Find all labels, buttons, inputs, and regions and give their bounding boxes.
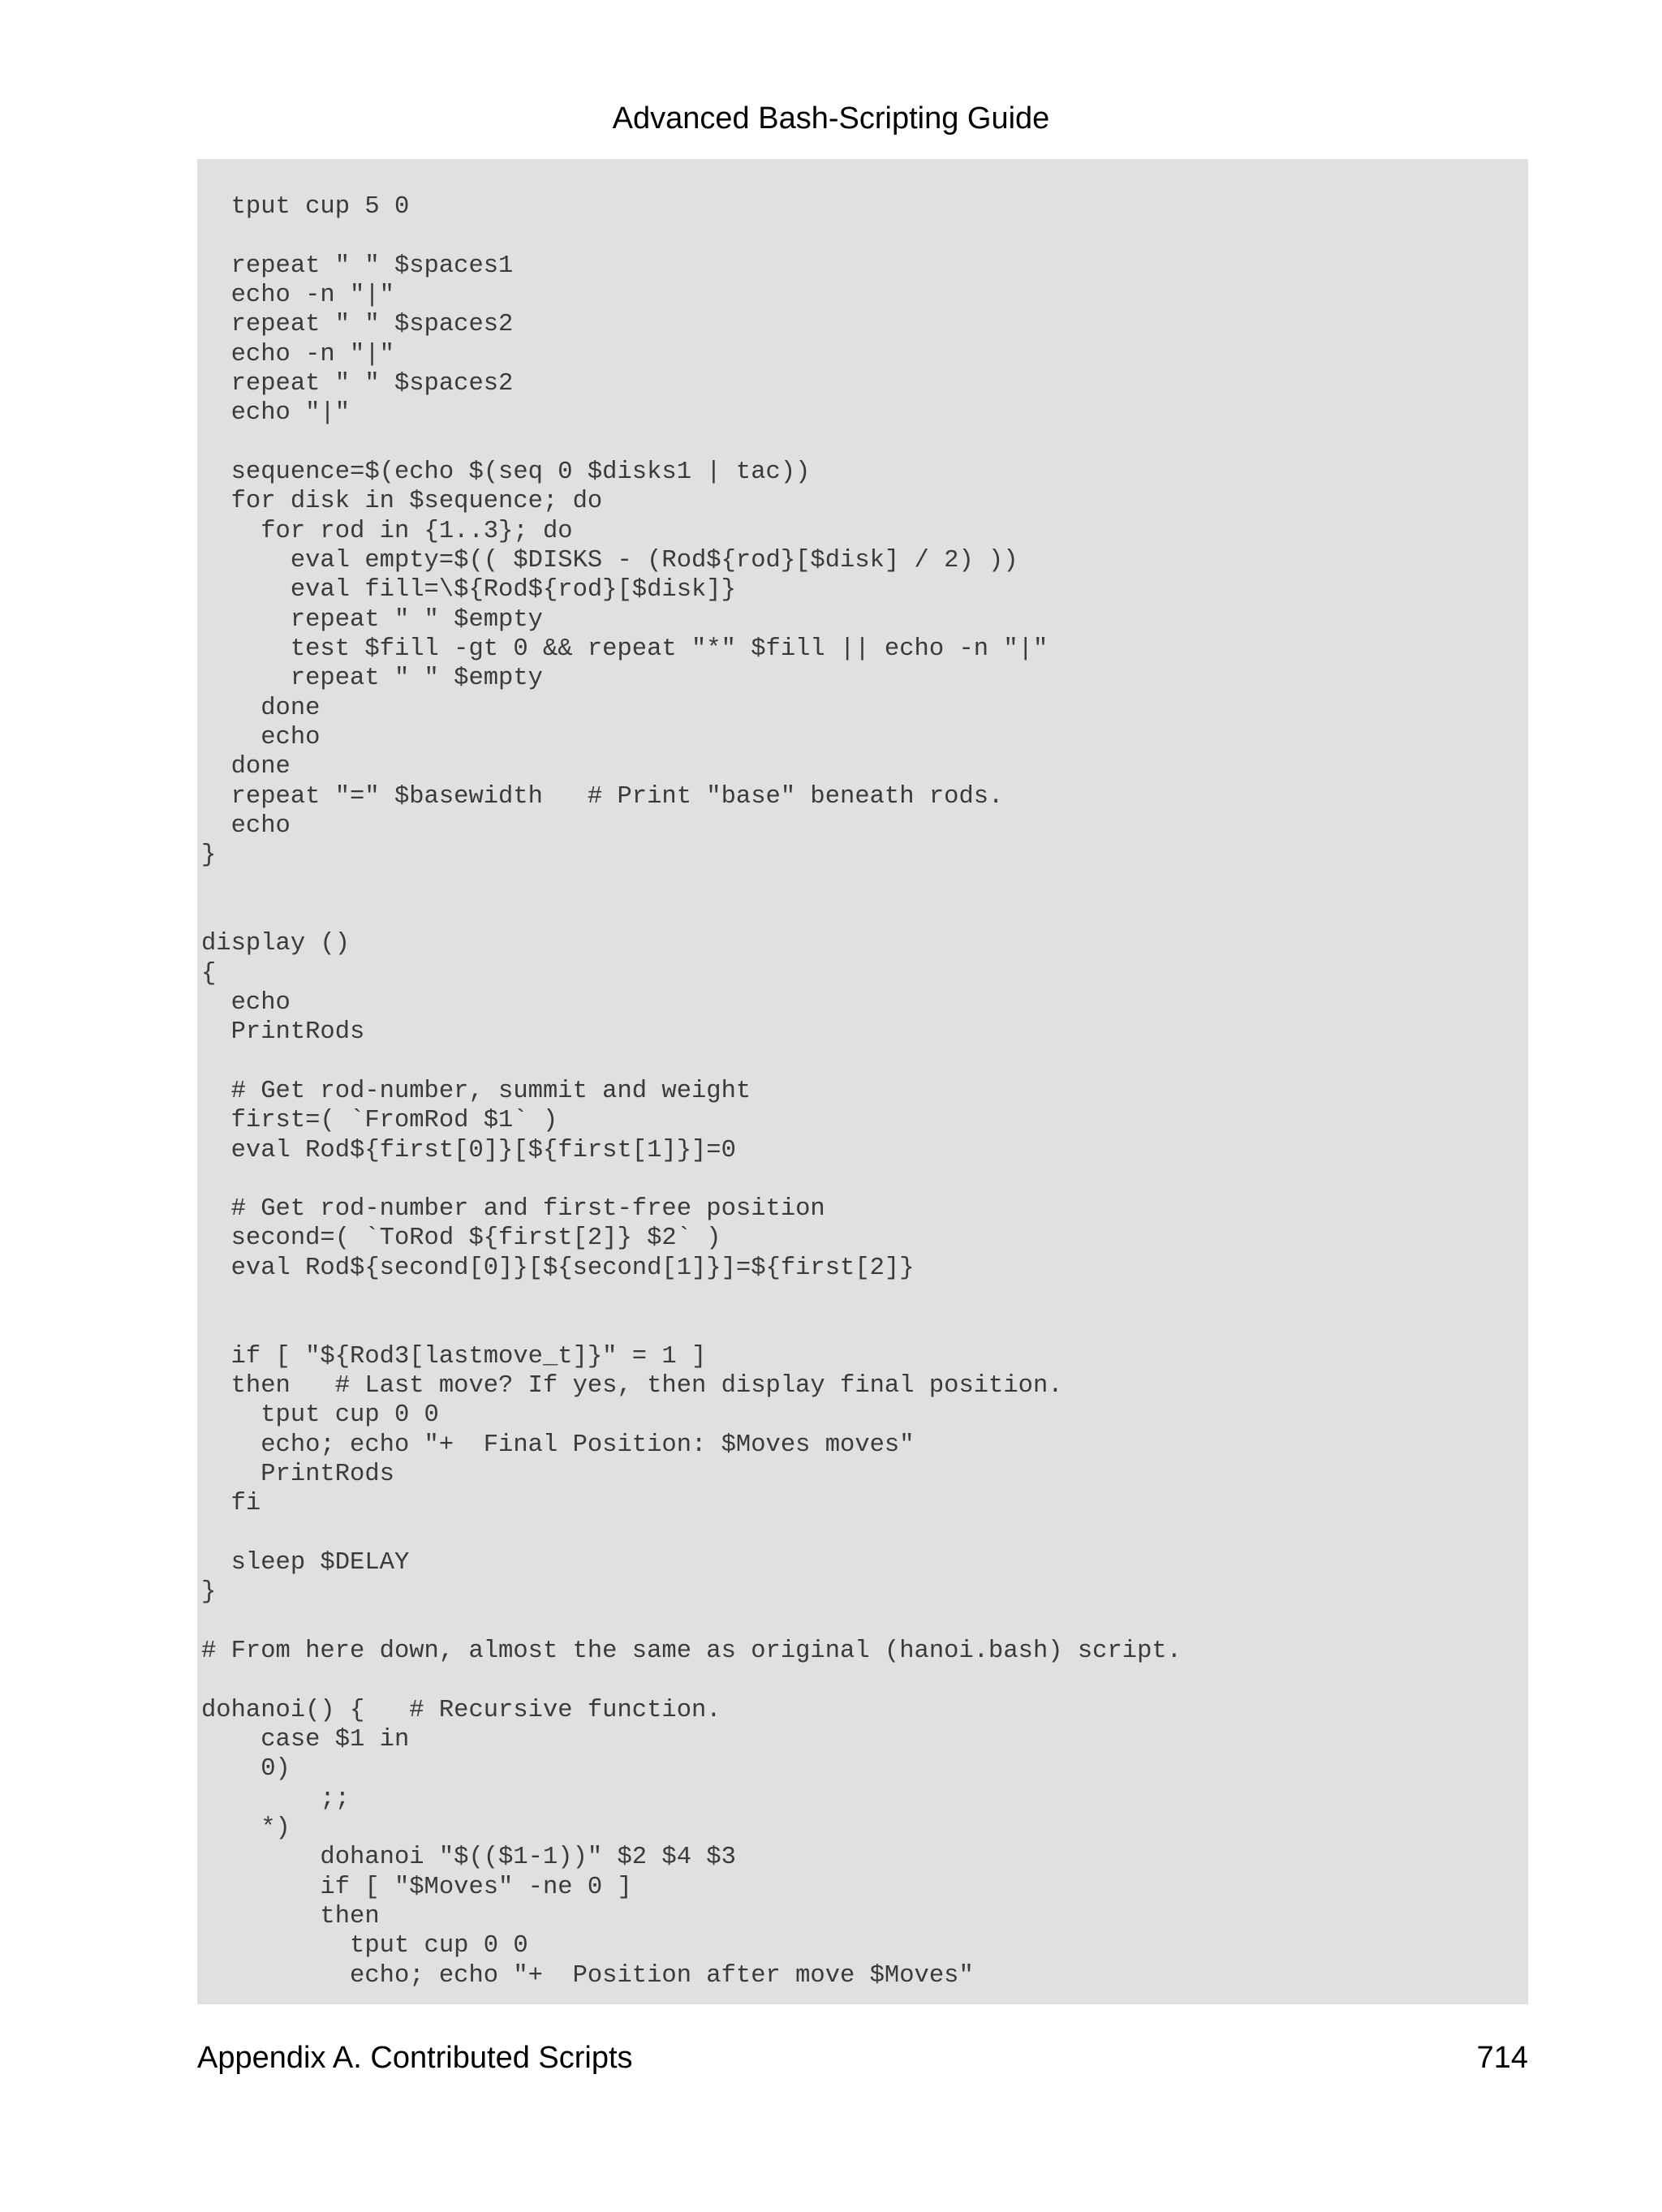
code-line bbox=[201, 900, 1528, 929]
code-line: } bbox=[201, 1578, 217, 1607]
code-line: repeat " " $empty bbox=[201, 665, 543, 693]
code-lines bbox=[197, 159, 1528, 1990]
code-line: sleep $DELAY bbox=[201, 1549, 410, 1577]
code-line: for disk in $sequence; do bbox=[201, 488, 603, 516]
code-line: eval Rod${first[0]}[${first[1]}]=0 bbox=[201, 1136, 736, 1164]
code-line: } bbox=[201, 841, 217, 870]
code-line: then # Last move? If yes, then display final position. bbox=[201, 1372, 1063, 1401]
code-line bbox=[201, 871, 1528, 900]
code-line: eval fill=\${Rod${rod}[$disk]} bbox=[201, 576, 736, 605]
code-line: display () bbox=[201, 930, 351, 958]
code-line: dohanoi() { # Recursive function. bbox=[201, 1696, 721, 1724]
code-line: tput cup 5 0 bbox=[201, 193, 410, 221]
code-line: dohanoi "$(($1-1))" $2 $4 $3 bbox=[201, 1844, 736, 1872]
code-line: echo bbox=[201, 723, 321, 751]
code-line: PrintRods bbox=[201, 1461, 394, 1489]
code-line: tput cup 0 0 bbox=[201, 1401, 439, 1430]
page-header: Advanced Bash-Scripting Guide bbox=[612, 101, 1050, 136]
code-line bbox=[201, 222, 1528, 251]
code-line: repeat " " $spaces1 bbox=[201, 252, 514, 280]
code-listing bbox=[197, 159, 1528, 2004]
code-line: ;; bbox=[201, 1784, 351, 1813]
code-line: fi bbox=[201, 1490, 261, 1518]
code-line: echo -n "|" bbox=[201, 340, 394, 368]
code-line bbox=[201, 1666, 1528, 1695]
code-line: if [ "${Rod3[lastmove_t]}" = 1 ] bbox=[201, 1342, 707, 1371]
code-line bbox=[201, 1165, 1528, 1194]
code-line: tput cup 0 0 bbox=[201, 1932, 528, 1960]
code-line bbox=[201, 428, 1528, 458]
footer-section-title: Appendix A. Contributed Scripts bbox=[197, 2041, 633, 2075]
code-line: repeat " " $spaces2 bbox=[201, 369, 514, 398]
page-footer bbox=[197, 2035, 1528, 2081]
code-line: PrintRods bbox=[201, 1018, 365, 1047]
code-line: eval Rod${second[0]}[${second[1]}]=${first[2]} bbox=[201, 1254, 915, 1282]
code-line bbox=[201, 1283, 1528, 1312]
code-line: # From here down, almost the same as original (hanoi.bash) script. bbox=[201, 1637, 1182, 1666]
code-line: test $fill -gt 0 && repeat "*" $fill || echo -n "|" bbox=[201, 635, 1048, 663]
code-line: done bbox=[201, 694, 321, 722]
code-line: first=( `FromRod $1` ) bbox=[201, 1107, 558, 1135]
code-line: second=( `ToRod ${first[2]} $2` ) bbox=[201, 1224, 721, 1253]
code-line bbox=[201, 1048, 1528, 1077]
code-line bbox=[201, 1519, 1528, 1548]
code-line: if [ "$Moves" -ne 0 ] bbox=[201, 1873, 632, 1901]
code-line: echo; echo "+ Position after move $Moves" bbox=[201, 1961, 974, 1990]
code-line: repeat " " $empty bbox=[201, 605, 543, 634]
code-line: echo; echo "+ Final Position: $Moves moves" bbox=[201, 1431, 915, 1459]
code-line: for rod in {1..3}; do bbox=[201, 517, 573, 545]
code-line bbox=[201, 1607, 1528, 1637]
code-line: sequence=$(echo $(seq 0 $disks1 | tac)) bbox=[201, 458, 811, 486]
code-line bbox=[201, 1312, 1528, 1341]
code-line: eval empty=$(( $DISKS - (Rod${rod}[$disk] / 2) )) bbox=[201, 546, 1018, 575]
code-line: echo -n "|" bbox=[201, 281, 394, 309]
code-line: echo "|" bbox=[201, 399, 351, 428]
code-line: # Get rod-number, summit and weight bbox=[201, 1077, 751, 1105]
code-line: { bbox=[201, 959, 217, 988]
code-line: 0) bbox=[201, 1755, 291, 1784]
code-line: echo bbox=[201, 988, 291, 1017]
code-line: repeat "=" $basewidth # Print "base" beneath rods. bbox=[201, 782, 1004, 811]
code-line: # Get rod-number and first-free position bbox=[201, 1195, 825, 1224]
code-line: done bbox=[201, 753, 291, 781]
footer-page-number: 714 bbox=[1476, 2041, 1528, 2075]
code-line: *) bbox=[201, 1814, 291, 1843]
code-line: echo bbox=[201, 811, 291, 840]
code-line: case $1 in bbox=[201, 1726, 410, 1754]
code-line: repeat " " $spaces2 bbox=[201, 311, 514, 339]
code-line: then bbox=[201, 1903, 380, 1931]
